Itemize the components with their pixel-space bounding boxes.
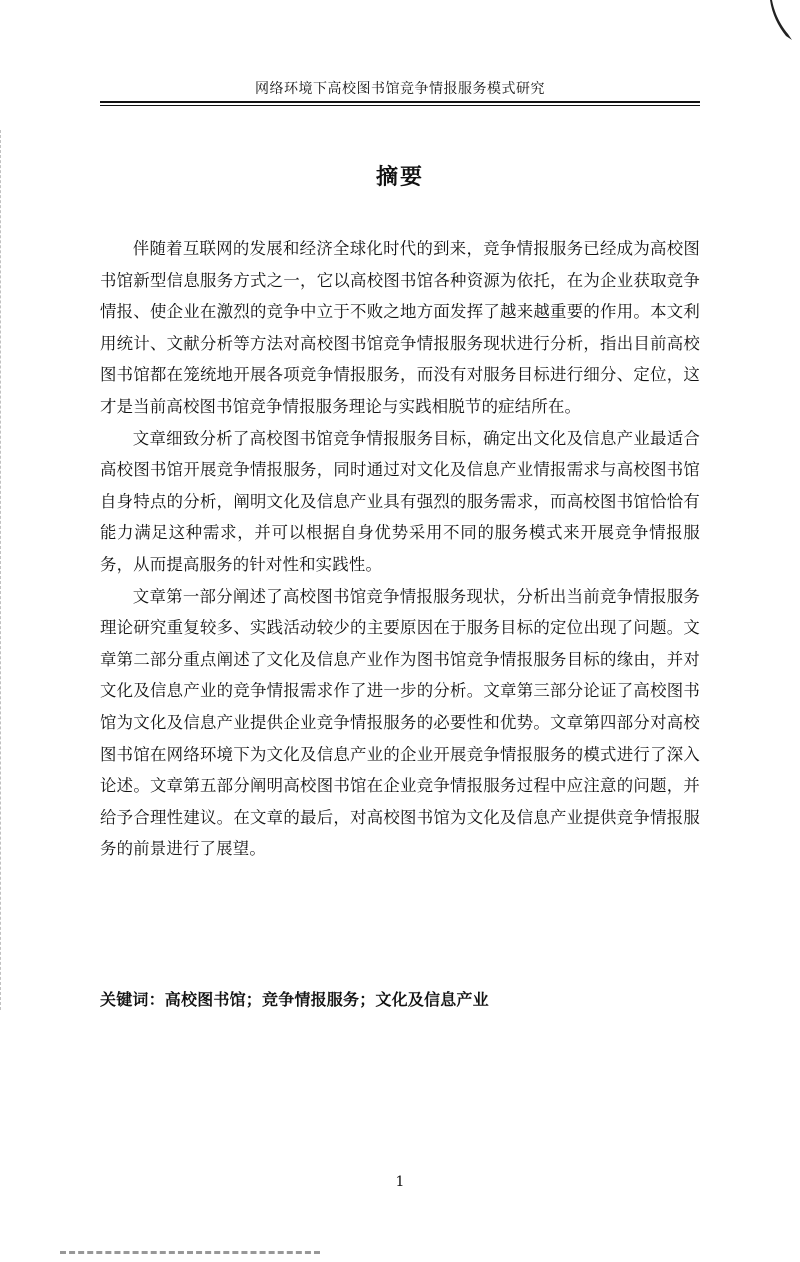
page-title: 摘要 — [375, 165, 424, 190]
scan-bottom-artifact — [60, 1251, 320, 1260]
scan-edge-artifact — [0, 130, 4, 1010]
abstract-paragraph-3: 文章第一部分阐述了高校图书馆竞争情报服务现状，分析出当前竞争情报服务理论研究重复较多、实践活动较少的主要原因在于服务目标的定位出现了问题。文章第二部分重点阐述了文化及信息产业作为图书馆竞争情报服务目标的缘由，并对文化及信息产业的竞争情报需求作了进一步的分析。文章第三部分论证了高校图书馆为文化及信息产业提供企业竞争情报服务的必要性和优势。文章第四部分对高校图书馆在网络环境下为文化及信息产业的企业开展竞争情报服务的模式进行了深入论述。文章第五部分阐明高校图书馆在企业竞争情报服务过程中应注意的问题，并给予合理性建议。在文章的最后，对高校图书馆为文化及信息产业提供竞争情报服务的前景进行了展望。 — [100, 586, 700, 859]
running-header: 网络环境下高校图书馆竞争情报服务模式研究 — [255, 81, 545, 97]
abstract-paragraph-2: 文章细致分析了高校图书馆竞争情报服务目标，确定出文化及信息产业最适合高校图书馆开展竞争情报服务，同时通过对文化及信息产业情报需求与高校图书馆自身特点的分析，阐明文化及信息产业具有强烈的服务需求，而高校图书馆恰恰有能力满足这种需求，并可以根据自身优势采用不同的服务模式来开展竞争情报服务，从而提高服务的针对性和实践性。 — [100, 428, 700, 574]
abstract-paragraph-1: 伴随着互联网的发展和经济全球化时代的到来，竞争情报服务已经成为高校图书馆新型信息服务方式之一，它以高校图书馆各种资源为依托，在为企业获取竞争情报、使企业在激烈的竞争中立于不败之地方面发挥了越来越重要的作用。本文利用统计、文献分析等方法对高校图书馆竞争情报服务现状进行分析，指出目前高校图书馆都在笼统地开展各项竞争情报服务，而没有对服务目标进行细分、定位，这才是当前高校图书馆竞争情报服务理论与实践相脱节的症结所在。 — [100, 239, 700, 416]
page-number: 1 — [395, 1174, 405, 1190]
header-rule — [100, 101, 700, 103]
abstract-body — [100, 233, 700, 865]
scan-corner-artifact — [764, 0, 794, 44]
keywords-line: 关键词：高校图书馆；竞争情报服务；文化及信息产业 — [100, 990, 489, 1009]
header-rule-thin — [100, 105, 700, 106]
